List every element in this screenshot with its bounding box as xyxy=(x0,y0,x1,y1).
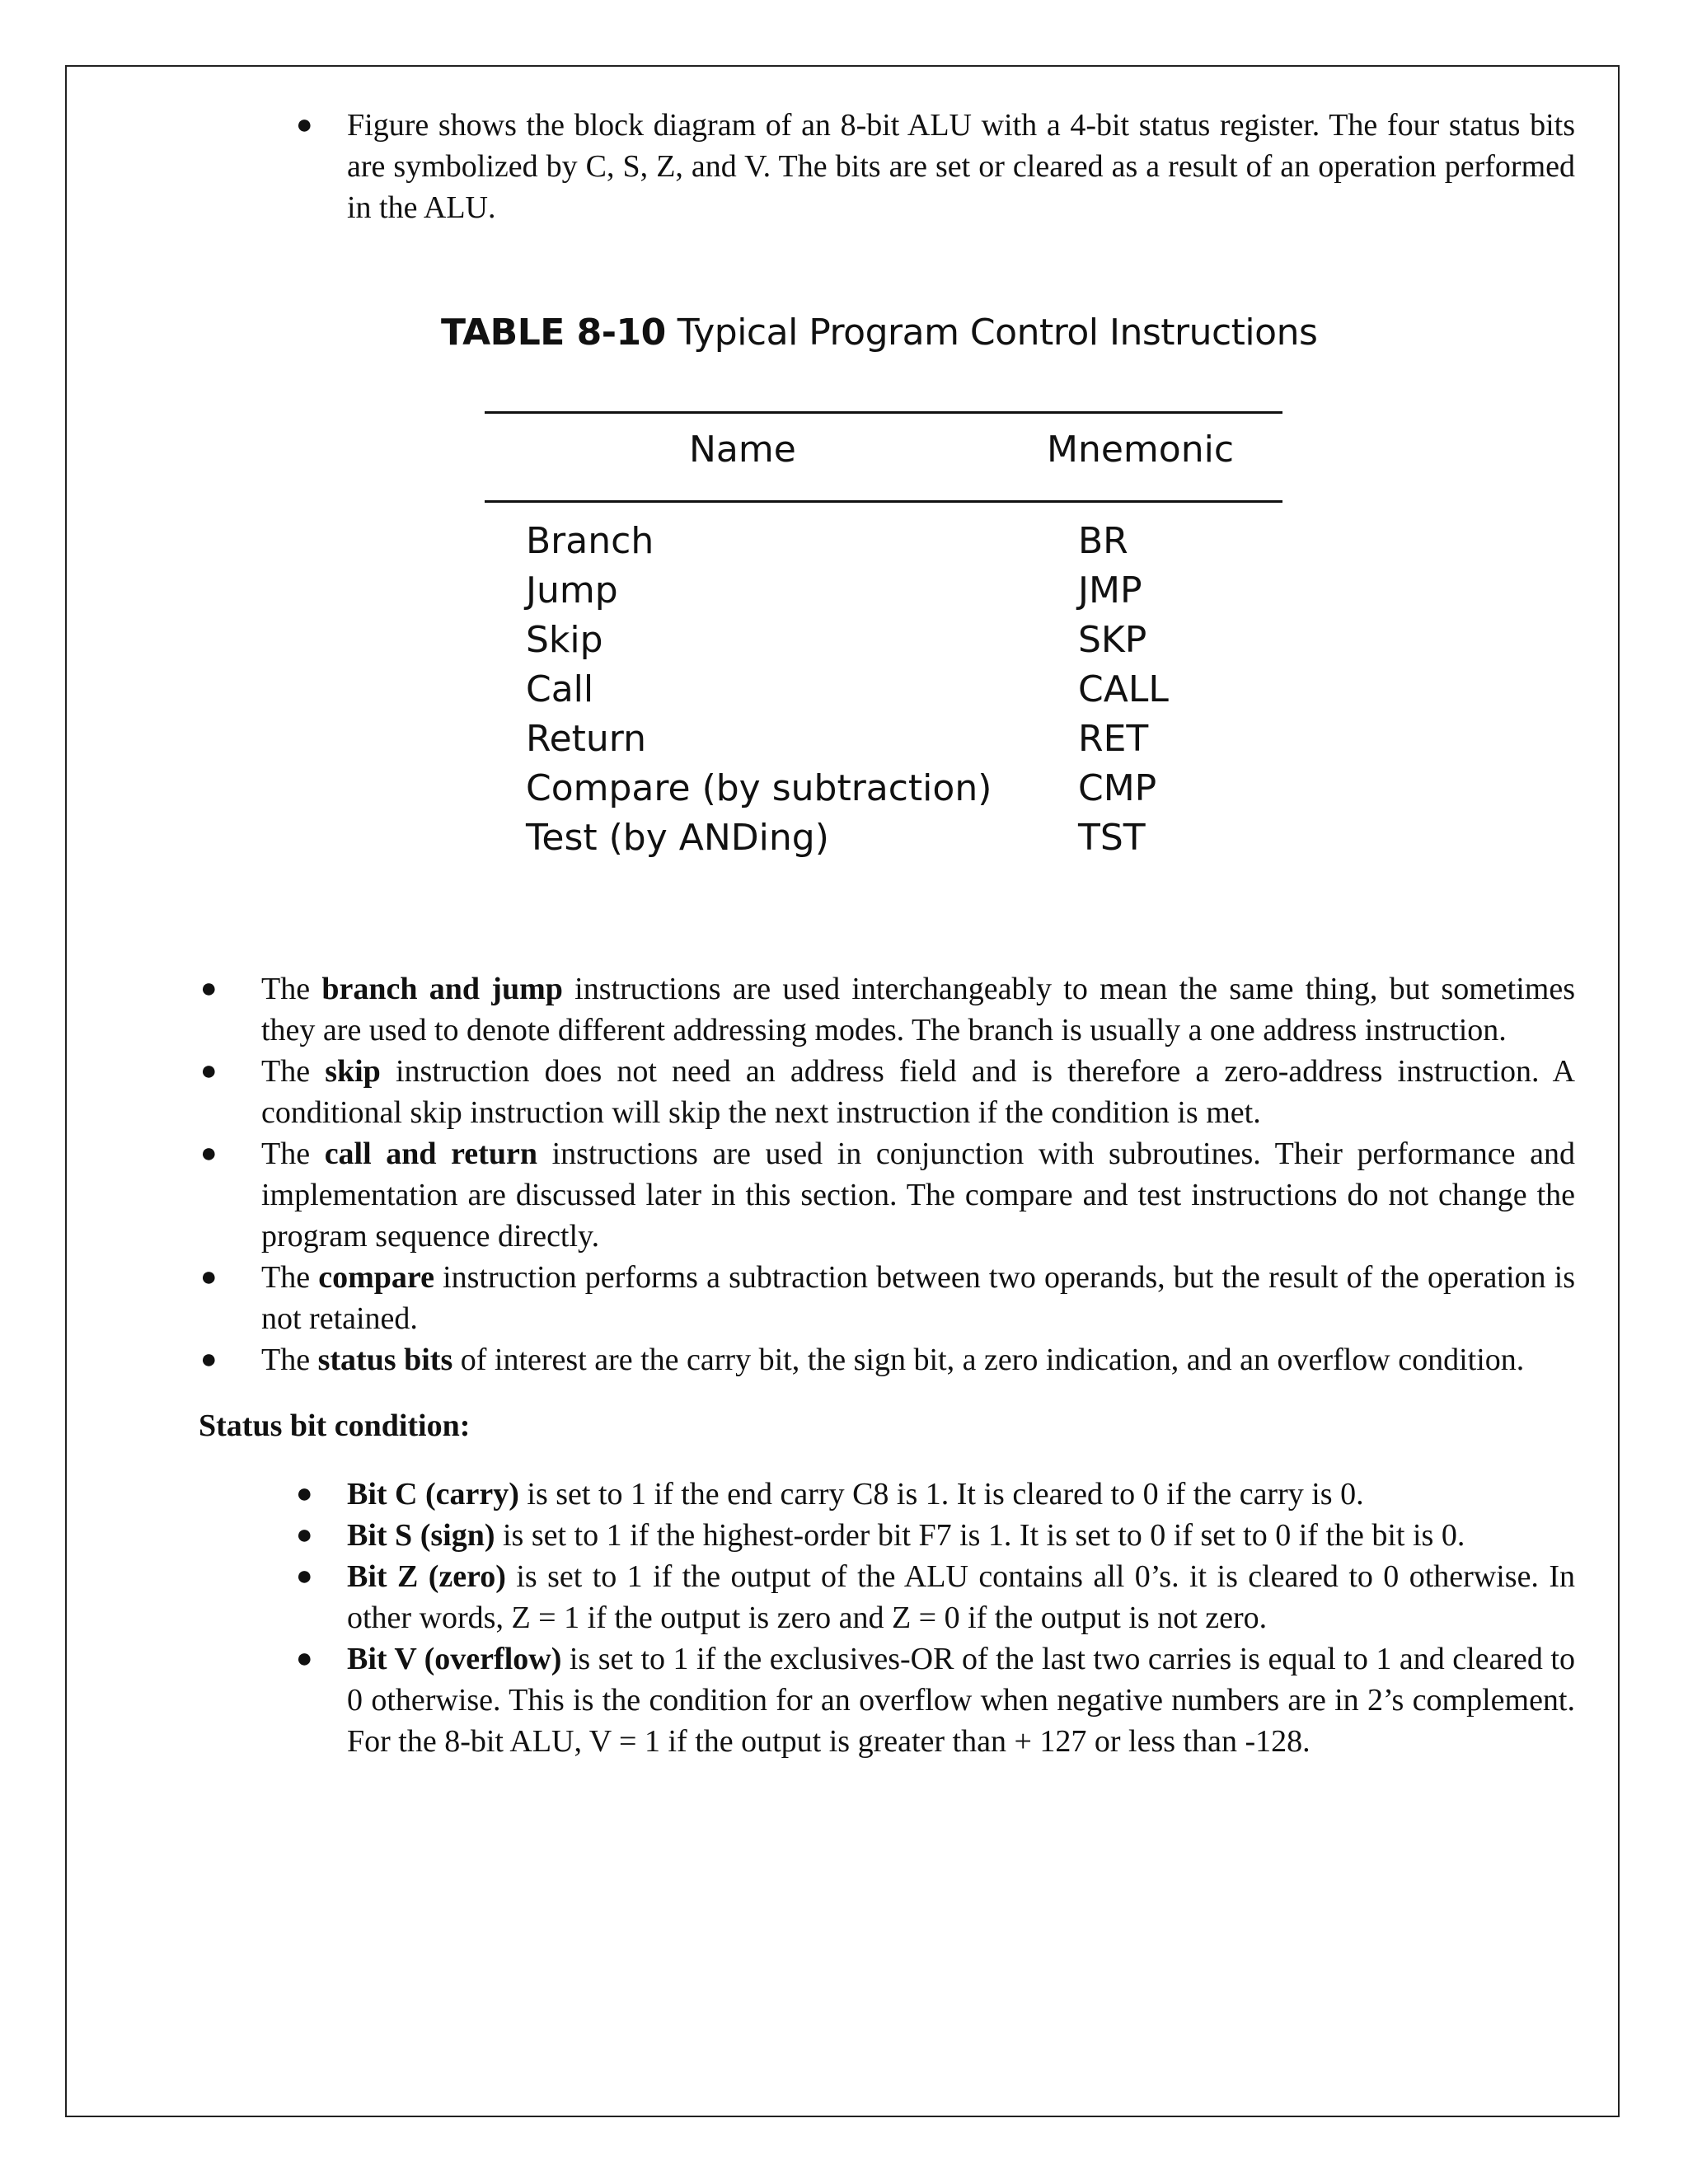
list-item-text: The xyxy=(261,1260,319,1295)
list-item xyxy=(200,1339,1575,1380)
list-item-text: is set to 1 if the highest-order bit F7 is 1. It is set to 0 if set to 0 if the bit is 0. xyxy=(495,1518,1465,1553)
table-cell-mnemonic: CMP xyxy=(1078,767,1157,809)
list-item xyxy=(296,1638,1575,1762)
table-number: TABLE 8-10 xyxy=(441,312,666,354)
list-item-text: instruction does not need an address field and is therefore a zero-address instruction. A conditional skip instruction will skip the next instruction if the condition is met. xyxy=(261,1054,1575,1130)
bullet-icon: ● xyxy=(200,1262,218,1292)
table-cell-mnemonic: RET xyxy=(1078,718,1149,760)
table-cell-mnemonic: JMP xyxy=(1078,569,1142,612)
list-item xyxy=(296,1474,1575,1515)
table-cell-name: Skip xyxy=(526,619,603,661)
list-item-keyword: compare xyxy=(318,1260,434,1295)
table-cell-mnemonic: BR xyxy=(1078,520,1128,562)
bullet-icon: ● xyxy=(296,110,313,140)
bullet-icon: ● xyxy=(200,1056,218,1086)
table-cell-name: Compare (by subtraction) xyxy=(526,767,992,809)
list-item-text: is set to 1 if the output of the ALU contains all 0’s. it is cleared to 0 otherwise. In other words, Z = 1 if the output is zero and Z = 0 if the output is not zero. xyxy=(347,1559,1575,1635)
list-item xyxy=(200,968,1575,1051)
bullet-icon: ● xyxy=(200,973,218,1004)
list-item-text: of interest are the carry bit, the sign bit, a zero indication, and an overflow condition. xyxy=(452,1343,1525,1377)
table-header-rule xyxy=(485,500,1282,503)
table-cell-name: Branch xyxy=(526,520,654,562)
table-cell-mnemonic: CALL xyxy=(1078,668,1169,710)
table-caption: Typical Program Control Instructions xyxy=(677,312,1318,354)
table-cell-mnemonic: SKP xyxy=(1078,619,1147,661)
table-top-rule xyxy=(485,411,1282,414)
list-item-text: instructions are used in conjunction with subroutines. Their performance and implementation are discussed later in this section. The compare and test instructions do not change the program sequence directly. xyxy=(261,1137,1575,1254)
table-cell-mnemonic: TST xyxy=(1078,817,1146,859)
column-header-mnemonic: Mnemonic xyxy=(1047,429,1235,471)
list-item-text: is set to 1 if the end carry C8 is 1. It is cleared to 0 if the carry is 0. xyxy=(518,1477,1364,1511)
list-item-keyword: skip xyxy=(325,1054,381,1089)
list-item-keyword: call and return xyxy=(324,1137,537,1171)
bullet-icon: ● xyxy=(296,1479,313,1509)
status-bits-list xyxy=(296,1474,1575,1762)
list-item xyxy=(296,1515,1575,1556)
bullet-icon: ● xyxy=(200,1344,218,1375)
instruction-notes-list xyxy=(200,968,1575,1380)
list-item xyxy=(296,1556,1575,1638)
list-item-text: is set to 1 if the exclusives-OR of the last two carries is equal to 1 and cleared to 0 otherwise. This is the condition for an overflow when negative numbers are in 2’s complement. For the 8-bit ALU, V = 1 if the output is greater than + 127 or less than -128. xyxy=(347,1642,1575,1759)
column-header-name: Name xyxy=(689,429,796,471)
list-item-text: The xyxy=(261,1137,325,1171)
list-item-keyword: Bit V (overflow) xyxy=(347,1642,562,1676)
table-cell-name: Test (by ANDing) xyxy=(526,817,829,859)
list-item-text: instructions are used interchangeably to mean the same thing, but sometimes they are used to denote different addressing modes. The branch is usually a one address instruction. xyxy=(261,972,1575,1047)
list-item-keyword: Bit Z (zero) xyxy=(347,1559,506,1594)
list-item-keyword: branch and jump xyxy=(321,972,563,1006)
list-item-keyword: Bit S (sign) xyxy=(347,1518,495,1553)
list-item xyxy=(200,1133,1575,1257)
list-item xyxy=(200,1051,1575,1133)
list-item xyxy=(200,1257,1575,1339)
intro-bullet xyxy=(296,105,1575,228)
list-item-keyword: Bit C (carry) xyxy=(347,1477,519,1511)
table-title xyxy=(441,312,1317,354)
table-cell-name: Call xyxy=(526,668,594,710)
table-cell-name: Jump xyxy=(526,569,618,612)
section-heading: Status bit condition: xyxy=(199,1408,471,1443)
list-item-text: The xyxy=(261,1054,326,1089)
intro-list xyxy=(296,105,1575,228)
list-item-keyword: status bits xyxy=(317,1343,453,1377)
list-item-text: The xyxy=(261,972,322,1006)
intro-text: Figure shows the block diagram of an 8-bit ALU with a 4-bit status register. The four status bits are symbolized by C, S, Z, and V. The bits are set or cleared as a result of an operation performed in the ALU. xyxy=(347,108,1575,225)
list-item-text: The xyxy=(261,1343,318,1377)
bullet-icon: ● xyxy=(200,1138,218,1169)
bullet-icon: ● xyxy=(296,1520,313,1550)
list-item-text: instruction performs a subtraction between two operands, but the result of the operation is not retained. xyxy=(261,1260,1575,1336)
bullet-icon: ● xyxy=(296,1561,313,1591)
bullet-icon: ● xyxy=(296,1643,313,1674)
table-cell-name: Return xyxy=(526,718,647,760)
